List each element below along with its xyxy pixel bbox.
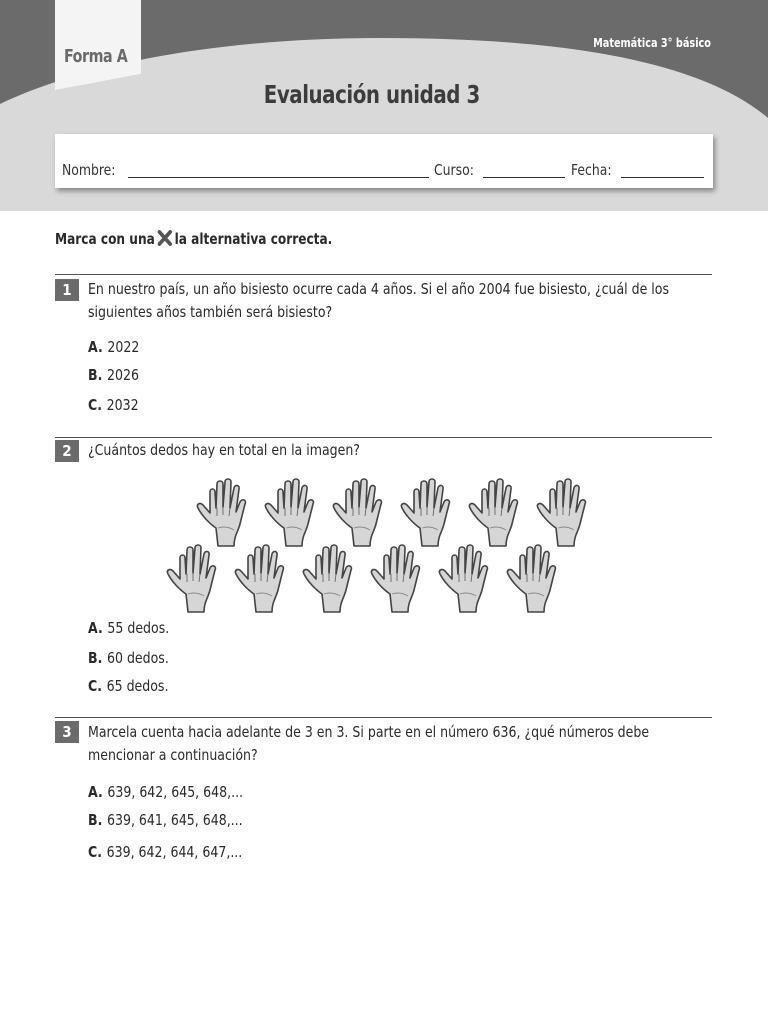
- question-1-option-c[interactable]: C. 2032: [88, 396, 139, 414]
- page-header: [0, 0, 768, 211]
- page-title: Evaluación unidad 3: [263, 80, 480, 109]
- hand-icon: [468, 478, 528, 548]
- question-3-text: Marcela cuenta hacia adelante de 3 en 3. Si parte en el número 636, ¿qué números debe mencionar a continuación?: [88, 723, 650, 764]
- hand-icon: [166, 544, 226, 614]
- name-field[interactable]: [128, 177, 429, 178]
- date-field[interactable]: [621, 177, 704, 178]
- question-2-option-b[interactable]: B. 60 dedos.: [88, 649, 169, 667]
- question-3-option-b[interactable]: B. 639, 641, 645, 648,...: [88, 811, 243, 829]
- question-1-option-b[interactable]: B. 2026: [88, 366, 139, 384]
- date-label: Fecha:: [571, 161, 612, 179]
- course-label: Curso:: [434, 161, 474, 179]
- hand-icon: [506, 544, 566, 614]
- course-field[interactable]: [483, 177, 565, 178]
- name-label: Nombre:: [62, 161, 116, 179]
- question-2-text: ¿Cuántos dedos hay en total en la imagen?: [88, 441, 360, 459]
- hand-icon: [536, 478, 596, 548]
- question-3-option-c[interactable]: C. 639, 642, 644, 647,...: [88, 843, 243, 861]
- instruction-text-before: Marca con una: [55, 230, 155, 248]
- question-2-option-a[interactable]: A. 55 dedos.: [88, 619, 170, 637]
- student-info-box: [55, 134, 713, 188]
- x-mark-icon: [158, 230, 172, 246]
- hand-icon: [370, 544, 430, 614]
- question-3-number: 3: [55, 721, 79, 743]
- question-3-divider: [55, 717, 712, 718]
- hand-icon: [234, 544, 294, 614]
- instruction-text-after: la alternativa correcta.: [174, 230, 333, 248]
- hand-icon: [264, 478, 324, 548]
- question-1-divider: [55, 274, 712, 275]
- hand-icon: [400, 478, 460, 548]
- hand-icon: [332, 478, 392, 548]
- question-1-number: 1: [55, 279, 79, 301]
- subject-label: Matemática 3° básico: [593, 36, 711, 50]
- question-2-option-c[interactable]: C. 65 dedos.: [88, 677, 169, 695]
- question-1-option-a[interactable]: A. 2022: [88, 338, 140, 356]
- question-2-number: 2: [55, 440, 79, 462]
- question-2-divider: [55, 437, 712, 438]
- form-label: Forma A: [64, 46, 128, 67]
- question-1-text: En nuestro país, un año bisiesto ocurre cada 4 años. Si el año 2004 fue bisiesto, ¿cuál de los siguientes años también será bisiesto?: [88, 280, 670, 321]
- hand-icon: [196, 478, 256, 548]
- question-3-option-a[interactable]: A. 639, 642, 645, 648,...: [88, 783, 244, 801]
- instruction: [55, 230, 332, 248]
- hand-icon: [438, 544, 498, 614]
- hand-icon: [302, 544, 362, 614]
